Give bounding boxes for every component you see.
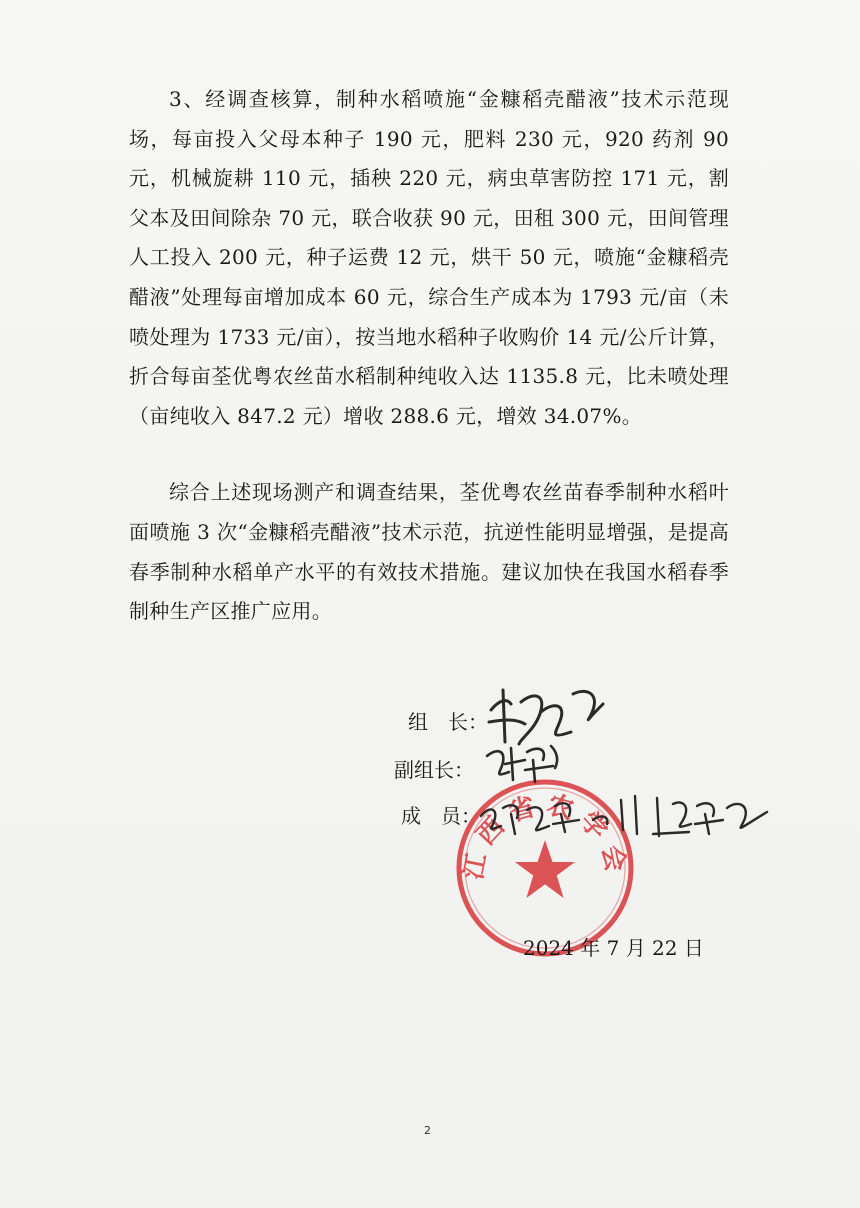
deputy-leader-signature: [481, 738, 566, 788]
paragraph-conclusion: 综合上述现场测产和调查结果，荃优粤农丝苗春季制种水稻叶面喷施 3 次“金糠稻壳醋液”技术示范，抗逆性能明显增强，是提高春季制种水稻单产水平的有效技术措施。建议加快在我国水稻春季制种生产区推广应用。: [129, 480, 729, 624]
page-number: 2: [424, 1124, 431, 1137]
members-signatures: [475, 786, 775, 846]
body-text: [129, 80, 729, 632]
document-date: 2024 年 7 月 22 日: [523, 936, 704, 960]
deputy-leader-label: 副组长：: [394, 758, 474, 782]
svg-text:江西省农学会: 江西省农学会: [458, 789, 632, 883]
members-label: 成 员：: [401, 804, 481, 828]
leader-label: 组 长：: [408, 710, 488, 734]
paragraph-cost-analysis: 3、经调查核算，制种水稻喷施“金糠稻壳醋液”技术示范现场，每亩投入父母本种子 190 元，肥料 230 元，920 药剂 90 元，机械旋耕 110 元，插秧 220 元，病虫草害防控 171 元，割父本及田间除杂 70 元，联合收获 90 元，田租 300 元，田间管理人工投入 200 元，种子运费 12 元，烘干 50 元，喷施“金糠稻壳醋液”处理每亩增加成本 60 元，综合生产成本为 1793 元/亩（未喷处理为 1733 元/亩），按当地水稻种子收购价 14 元/公斤计算，折合每亩荃优粤农丝苗水稻制种纯收入达 1135.8 元，比未喷处理（亩纯收入 847.2 元）增收 288.6 元，增效 34.07%。: [129, 87, 729, 428]
